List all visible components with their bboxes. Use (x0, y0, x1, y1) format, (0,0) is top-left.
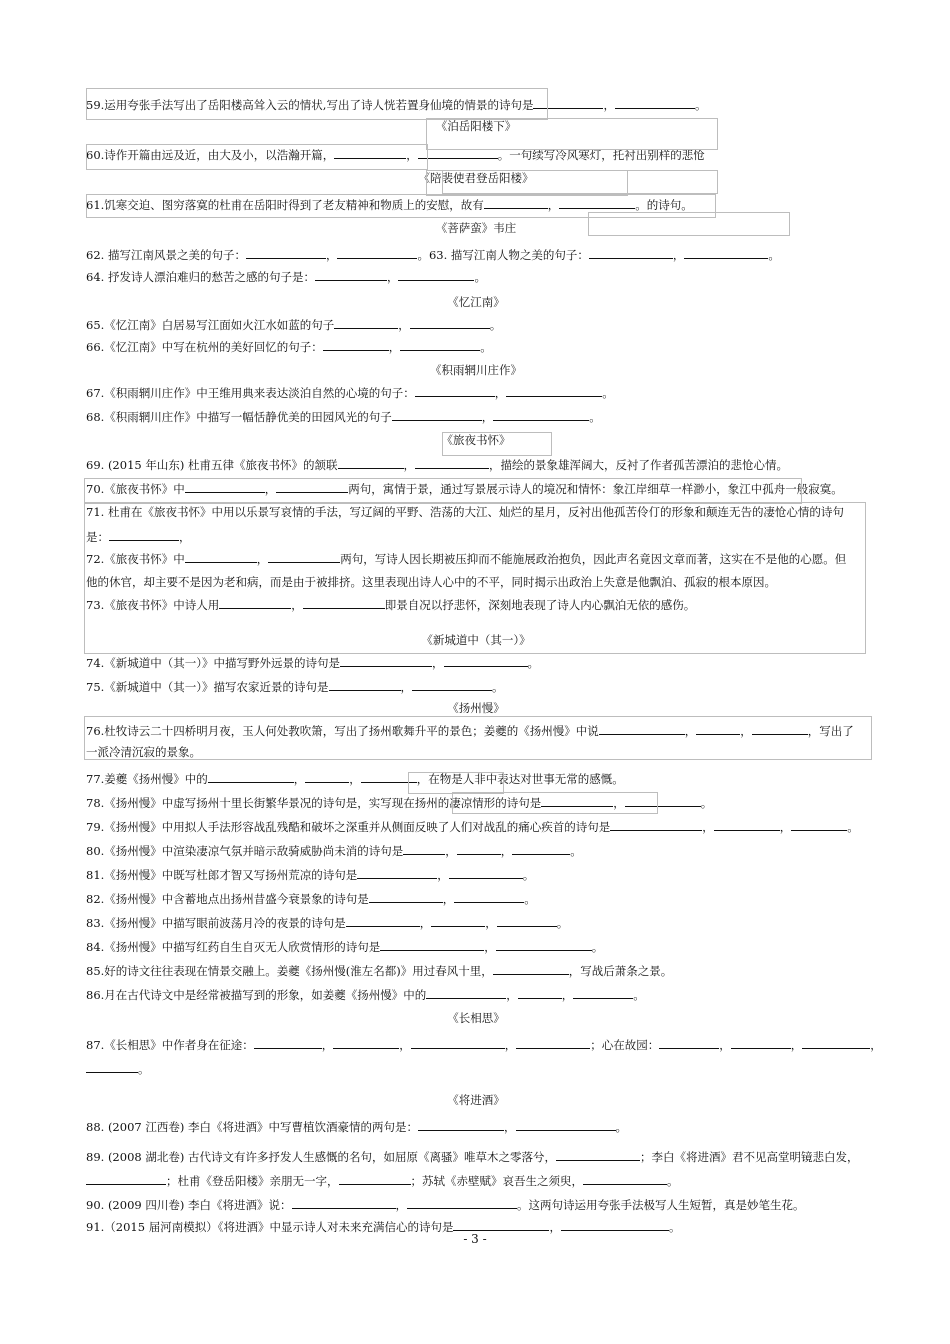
question-line (86, 678, 504, 695)
question-text: ， (684, 724, 697, 738)
answer-blank[interactable] (369, 890, 443, 903)
answer-blank[interactable] (714, 818, 780, 831)
question-text: ， (403, 458, 415, 472)
question-text: 一派冷清沉寂的景象。 (86, 745, 201, 759)
question-line (86, 1118, 627, 1135)
answer-blank[interactable] (361, 770, 417, 783)
answer-blank[interactable] (516, 1036, 590, 1049)
question-text: ， (442, 892, 455, 906)
question-text: ， (485, 916, 497, 930)
question-line (86, 914, 568, 931)
question-line (86, 866, 534, 883)
answer-blank[interactable] (444, 654, 528, 667)
question-line (86, 596, 695, 613)
question-text: 。 (524, 892, 536, 906)
answer-blank[interactable] (518, 986, 562, 999)
question-text: 62. 描写江南风景之美的句子： (86, 248, 246, 262)
question-text: ， (419, 916, 432, 930)
question-text: ，写出了 (807, 724, 854, 738)
answer-blank[interactable] (357, 866, 437, 879)
question-text: 77.姜夔《扬州慢》中的 (86, 772, 208, 786)
question-text: ， (432, 656, 444, 670)
question-text: ；心在故园： (590, 1038, 660, 1052)
answer-blank[interactable] (556, 1148, 640, 1161)
answer-blank[interactable] (415, 456, 489, 469)
question-text: 。 (615, 1120, 627, 1134)
answer-blank[interactable] (484, 196, 548, 209)
question-text: 60.诗作开篇由远及近，由大及小，以浩瀚开篇， (86, 148, 335, 162)
answer-blank[interactable] (338, 456, 404, 469)
question-text: 90. (2009 四川卷) 李白《将进酒》说： (86, 1198, 292, 1212)
question-text: ， (445, 844, 457, 858)
question-text: 89. (2008 湖北卷) 古代诗文有许多抒发人生感慨的名句，如屈原《离骚》唯草木之零落兮， (86, 1150, 556, 1164)
question-text: 87.《长相思》中作者身在征途： (86, 1038, 254, 1052)
answer-blank[interactable] (305, 770, 349, 783)
question-text: 。 (570, 844, 582, 858)
question-text: 91.（2015 届河南模拟）《将进酒》中显示诗人对未来充满信心的诗句是 (86, 1220, 454, 1234)
question-text: ；李白《将进酒》君不见高堂明镜悲白发， (640, 1150, 859, 1164)
answer-blank[interactable] (315, 268, 387, 281)
question-text: ， (349, 772, 361, 786)
answer-blank[interactable] (380, 938, 484, 951)
question-text: 是： (86, 530, 109, 544)
question-line (86, 408, 601, 425)
question-text: 。63. 描写江南人物之美的句子： (417, 248, 589, 262)
question-text: 59.运用夸张手法写出了岳阳楼高耸入云的情状,写出了诗人恍若置身仙境的情景的诗句是 (86, 98, 534, 112)
question-text: 67.《积雨辋川庄作》中王维用典来表达淡泊自然的心境的句子： (86, 386, 415, 400)
question-text: 69. (2015 年山东) 杜甫五律《旅夜书怀》的颔联 (86, 458, 338, 472)
question-text: ， (494, 386, 507, 400)
answer-blank[interactable] (407, 1196, 517, 1209)
answer-blank[interactable] (589, 246, 673, 259)
question-line (86, 338, 492, 355)
answer-blank[interactable] (512, 842, 570, 855)
section-heading: 《泊岳阳楼下》 (435, 119, 517, 133)
question-text: 。的诗句。 (635, 198, 693, 212)
question-text: ， (395, 1198, 407, 1212)
question-text: 81.《扬州慢》中既写杜郎才智又写扬州荒凉的诗句是 (86, 868, 358, 882)
question-text: ， (561, 988, 574, 1002)
question-text: 。 (589, 410, 601, 424)
question-line (86, 986, 645, 1003)
answer-blank[interactable] (268, 550, 340, 563)
question-text: 。 (668, 1220, 681, 1234)
question-line (86, 96, 706, 113)
question-text: ， (719, 1038, 731, 1052)
answer-blank[interactable] (185, 480, 265, 493)
question-text: ，描绘的景象雄浑阔大，反衬了作者孤苦漂泊的悲怆心情。 (489, 458, 788, 472)
question-text: 。 (489, 318, 502, 332)
question-text: 82.《扬州慢》中含蓄地点出扬州昔盛今衰景象的诗句是 (86, 892, 369, 906)
question-text: 。 (602, 386, 614, 400)
question-text: 。 (480, 340, 492, 354)
answer-blank[interactable] (516, 1118, 616, 1131)
question-text: ， (399, 1038, 411, 1052)
question-text: ，写战后萧条之景。 (568, 964, 673, 978)
answer-blank[interactable] (334, 316, 398, 329)
answer-blank[interactable] (398, 268, 474, 281)
question-line (86, 316, 501, 333)
question-text: ， (481, 410, 494, 424)
question-text: ， (321, 1038, 334, 1052)
question-text: ， (547, 198, 560, 212)
question-text: ， (790, 1038, 803, 1052)
answer-blank[interactable] (410, 316, 490, 329)
section-heading: 《忆江南》 (447, 295, 505, 309)
question-text: 72.《旅夜书怀》中 (86, 552, 185, 566)
question-line (86, 1172, 679, 1189)
question-text: ， (386, 270, 399, 284)
question-text: ， (484, 940, 496, 954)
question-text: ， (702, 820, 714, 834)
answer-blank[interactable] (659, 1036, 719, 1049)
question-text: ， (398, 318, 410, 332)
answer-blank[interactable] (276, 480, 348, 493)
answer-blank[interactable] (731, 1036, 791, 1049)
question-text: 86.月在古代诗文中是经常被描写到的形象，如姜夔《扬州慢》中的 (86, 988, 427, 1002)
question-text: 84.《扬州慢》中描写红药自生自灭无人欣赏情形的诗句是 (86, 940, 381, 954)
question-text: 65.《忆江南》白居易写江面如火江水如蓝的句子 (86, 318, 335, 332)
section-heading: 《积雨辋川庄作》 (430, 363, 522, 377)
answer-blank[interactable] (323, 338, 389, 351)
question-line (86, 818, 859, 835)
answer-blank[interactable] (418, 1118, 504, 1131)
answer-blank[interactable] (400, 338, 480, 351)
question-text: 。 (138, 1062, 150, 1076)
answer-blank[interactable] (453, 1218, 549, 1231)
answer-blank[interactable] (583, 1172, 667, 1185)
question-text: ， (264, 482, 277, 496)
answer-blank[interactable] (615, 96, 695, 109)
question-text: 76.杜牧诗云二十四桥明月夜，玉人何处教吹箫，写出了扬州歌舞升平的景色；姜夔的《扬州慢》中说 (86, 724, 599, 738)
question-text: 。 (527, 656, 540, 670)
question-text: ， (179, 530, 191, 544)
question-line (86, 744, 201, 760)
answer-blank[interactable] (426, 986, 506, 999)
question-text: 80.《扬州慢》中渲染凄凉气氛并暗示敌骑威胁尚未消的诗句是 (86, 844, 404, 858)
question-text: ；杜甫《登岳阳楼》亲朋无一字， (166, 1174, 339, 1188)
question-line (86, 246, 780, 263)
question-text: ， (779, 820, 792, 834)
question-text: ， (506, 988, 518, 1002)
answer-blank[interactable] (329, 678, 401, 691)
question-text: 74.《新城道中（其一）》中描写野外远景的诗句是 (86, 656, 341, 670)
question-text: 。 (556, 916, 569, 930)
question-line (86, 842, 582, 859)
question-text: ， (293, 772, 306, 786)
question-text: ；苏轼《赤壁赋》哀吾生之须臾， (410, 1174, 583, 1188)
question-text: 。 (700, 796, 713, 810)
question-text: 即景自况以抒悲怀，深刻地表现了诗人内心飘泊无依的感伤。 (384, 598, 696, 612)
answer-blank[interactable] (334, 146, 406, 159)
question-line (86, 938, 603, 955)
answer-blank[interactable] (418, 146, 498, 159)
answer-blank[interactable] (340, 654, 432, 667)
answer-blank[interactable] (493, 962, 569, 975)
question-text: ， (549, 1220, 561, 1234)
answer-blank[interactable] (791, 818, 847, 831)
question-line (86, 196, 693, 213)
answer-blank[interactable] (415, 384, 495, 397)
page-number: - 3 - (463, 1232, 487, 1246)
question-text: ， (388, 340, 401, 354)
answer-blank[interactable] (339, 1172, 411, 1185)
question-text: 。 (591, 940, 604, 954)
question-line (86, 384, 614, 401)
question-text: ， (870, 1038, 882, 1052)
question-line (86, 722, 854, 739)
question-text: ， (740, 724, 752, 738)
question-line (86, 1060, 150, 1077)
question-text: 。一句续写冷风寒灯，托衬出别样的悲怆 (497, 148, 705, 162)
question-text: 61.饥寒交迫、图穷落寞的杜甫在岳阳时得到了老友精神和物质上的安慰，故有 (86, 198, 484, 212)
section-heading: 《旅夜书怀》 (441, 433, 511, 447)
answer-blank[interactable] (541, 794, 613, 807)
answer-blank[interactable] (431, 914, 485, 927)
question-line (86, 528, 191, 545)
question-text: 83.《扬州慢》中描写眼前波荡月冷的夜景的诗句是 (86, 916, 346, 930)
question-line (86, 480, 843, 497)
question-text: 他的休官，却主要不是因为老和病，而是由于被排挤。这里表现出诗人心中的不平，同时揭示出政治上失意是他飘泊、孤寂的根本原因。 (86, 575, 776, 589)
answer-blank[interactable] (497, 914, 557, 927)
question-line (86, 1036, 882, 1053)
question-text: 71. 杜甫在《旅夜书怀》中用以乐景写哀情的手法，写辽阔的平野、浩荡的大江、灿烂的星月，反衬出他孤苦伶仃的形象和颠连无告的凄怆心情的诗句 (86, 505, 844, 519)
question-text: ， (256, 552, 269, 566)
question-text: 。 (694, 98, 707, 112)
answer-blank[interactable] (802, 1036, 870, 1049)
answer-blank[interactable] (185, 550, 257, 563)
answer-blank[interactable] (506, 384, 602, 397)
answer-blank[interactable] (246, 246, 326, 259)
answer-blank[interactable] (625, 794, 701, 807)
answer-blank[interactable] (208, 770, 294, 783)
answer-blank[interactable] (561, 1218, 669, 1231)
question-text: 78.《扬州慢》中虚写扬州十里长街繁华景况的诗句是，实写现在扬州的凄凉情形的诗句是 (86, 796, 542, 810)
answer-blank[interactable] (392, 408, 482, 421)
section-heading: 《新城道中（其一）》 (421, 633, 531, 647)
question-line (86, 962, 672, 979)
question-line (86, 574, 776, 590)
question-text: 73.《旅夜书怀》中诗人用 (86, 598, 220, 612)
question-line (86, 794, 712, 811)
answer-blank[interactable] (752, 722, 808, 735)
answer-blank[interactable] (496, 938, 592, 951)
question-text: ， (500, 844, 513, 858)
question-text: 两句，寓情于景，通过写景展示诗人的境况和情怀：象江岸细草一样渺小，象江中孤舟一般寂寞。 (348, 482, 843, 496)
answer-blank[interactable] (333, 1036, 399, 1049)
question-line (86, 550, 846, 567)
question-line (86, 504, 844, 520)
question-text: 70.《旅夜书怀》中 (86, 482, 185, 496)
section-heading: 《菩萨蛮》韦庄 (435, 221, 517, 235)
answer-blank[interactable] (86, 1172, 166, 1185)
answer-blank[interactable] (254, 1036, 322, 1049)
section-heading: 《陪裴使君登岳阳楼》 (418, 171, 534, 185)
section-heading: 《扬州慢》 (447, 701, 505, 715)
answer-blank[interactable] (292, 1196, 396, 1209)
question-text: 。 (522, 868, 535, 882)
answer-blank[interactable] (86, 1060, 138, 1073)
question-text: ， (291, 598, 303, 612)
answer-blank[interactable] (696, 722, 740, 735)
question-text: ， (437, 868, 449, 882)
question-text: ， (672, 248, 685, 262)
question-line (86, 890, 536, 907)
answer-blank[interactable] (411, 1036, 505, 1049)
question-text: 。 (633, 988, 645, 1002)
answer-blank[interactable] (533, 96, 603, 109)
answer-blank[interactable] (457, 842, 501, 855)
question-text: ， (325, 248, 338, 262)
question-text: ， (504, 1038, 517, 1052)
question-text: 。 (847, 820, 859, 834)
question-line (86, 654, 539, 671)
question-line (86, 146, 705, 163)
question-line (86, 1148, 859, 1165)
question-line (86, 268, 486, 285)
question-text: 68.《积雨辋川庄作》中描写一幅恬静优美的田园风光的句子 (86, 410, 392, 424)
question-text: 。 (667, 1174, 679, 1188)
question-text: 75.《新城道中（其一）》描写农家近景的诗句是 (86, 680, 329, 694)
section-heading: 《长相思》 (447, 1011, 505, 1025)
answer-blank[interactable] (573, 986, 633, 999)
question-text: ，在物是人非中表达对世事无常的感慨。 (416, 772, 624, 786)
answer-blank[interactable] (403, 842, 445, 855)
question-line (86, 456, 788, 473)
question-text: 85.好的诗文往往表现在情景交融上。姜夔《扬州慢(淮左名都)》用过春风十里， (86, 964, 493, 978)
question-text: 64. 抒发诗人漂泊难归的愁苦之感的句子是： (86, 270, 315, 284)
answer-blank[interactable] (219, 596, 291, 609)
question-line (86, 1196, 805, 1213)
answer-blank[interactable] (684, 246, 768, 259)
question-text: 。这两句诗运用夸张手法极写人生短暂，真是妙笔生花。 (517, 1198, 805, 1212)
answer-blank[interactable] (610, 818, 702, 831)
section-heading: 《将进酒》 (447, 1093, 505, 1107)
question-line (86, 770, 624, 787)
question-text: ， (400, 680, 413, 694)
question-text: ， (406, 148, 418, 162)
question-text: 两句，写诗人因长期被压抑而不能施展政治抱负，因此声名竟因文章而著，这实在不是他的心愿。但 (340, 552, 847, 566)
question-text: 。 (768, 248, 780, 262)
question-text: ， (504, 1120, 516, 1134)
answer-blank[interactable] (599, 722, 685, 735)
answer-blank[interactable] (303, 596, 385, 609)
answer-blank[interactable] (337, 246, 417, 259)
answer-blank[interactable] (412, 678, 492, 691)
question-text: 88. (2007 江西卷) 李白《将进酒》中写曹植饮酒豪情的两句是： (86, 1120, 418, 1134)
question-text: 66.《忆江南》中写在杭州的美好回忆的句子： (86, 340, 323, 354)
question-text: 79.《扬州慢》中用拟人手法形容战乱残酷和破坏之深重并从侧面反映了人们对战乱的痛心疾首的诗句是 (86, 820, 611, 834)
answer-blank[interactable] (109, 528, 179, 541)
answer-blank[interactable] (346, 914, 420, 927)
question-text: ， (603, 98, 615, 112)
answer-blank[interactable] (449, 866, 523, 879)
answer-blank[interactable] (559, 196, 635, 209)
answer-blank[interactable] (493, 408, 589, 421)
answer-blank[interactable] (454, 890, 524, 903)
question-text: 。 (474, 270, 486, 284)
question-text: 。 (492, 680, 504, 694)
question-text: ， (613, 796, 625, 810)
